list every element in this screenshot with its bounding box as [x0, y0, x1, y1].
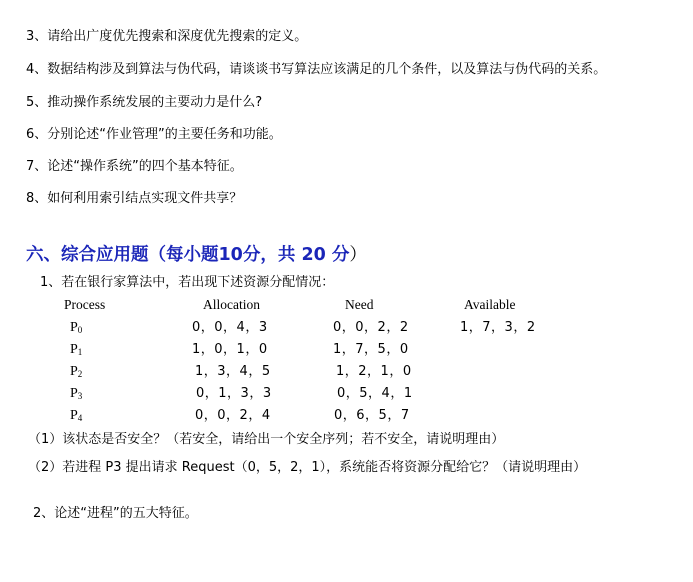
allocation-p0: 0，0，4，3: [192, 320, 268, 335]
header-process: Process: [64, 297, 106, 312]
question-4: 4、数据结构涉及到算法与伪代码，请谈谈书写算法应该满足的几个条件，以及算法与伪代码的关系。: [26, 62, 607, 77]
need-p1: 1，7，5，0: [333, 342, 409, 357]
question-5: 5、推动操作系统发展的主要动力是什么?: [26, 95, 263, 110]
header-need: Need: [345, 297, 374, 312]
section-heading-text: 六、综合应用题（每小题10分，共 20 分: [26, 245, 350, 265]
need-p2: 1，2，1，0: [336, 364, 412, 379]
header-available: Available: [464, 297, 516, 312]
allocation-p1: 1，0，1，0: [192, 342, 268, 357]
section-heading: [26, 244, 367, 266]
allocation-p3: 0，1，3，3: [196, 386, 272, 401]
problem-2: 2、论述“进程”的五大特征。: [33, 506, 198, 521]
need-p0: 0，0，2，2: [333, 320, 409, 335]
question-6: 6、分别论述“作业管理”的主要任务和功能。: [26, 127, 282, 142]
process-p3: $P_3$: [70, 386, 83, 401]
process-p2: $P_2$: [70, 364, 83, 379]
process-p1: $P_1$: [70, 342, 83, 357]
allocation-p2: 1，3，4，5: [195, 364, 271, 379]
subquestion-1: （1）该状态是否安全？（若安全，请给出一个安全序列；若不安全，请说明理由）: [28, 432, 505, 447]
need-p3: 0，5，4，1: [337, 386, 413, 401]
question-8: 8、如何利用索引结点实现文件共享？: [26, 191, 243, 206]
question-3: 3、请给出广度优先搜索和深度优先搜索的定义。: [26, 29, 308, 44]
section-heading-close: ）: [349, 245, 367, 265]
process-p4: $P_4$: [70, 408, 83, 423]
available-p0: 1，7，3，2: [460, 320, 536, 335]
problem-1-intro: 1、若在银行家算法中，若出现下述资源分配情况：: [40, 275, 335, 290]
process-p0: $P_0$: [70, 320, 83, 335]
question-7: 7、论述“操作系统”的四个基本特征。: [26, 159, 243, 174]
subquestion-2: （2）若进程 P3 提出请求 Request（0，5，2，1），系统能否将资源分配给它？（请说明理由）: [28, 460, 587, 475]
header-allocation: Allocation: [203, 297, 260, 312]
allocation-p4: 0，0，2，4: [195, 408, 271, 423]
need-p4: 0，6，5，7: [334, 408, 410, 423]
